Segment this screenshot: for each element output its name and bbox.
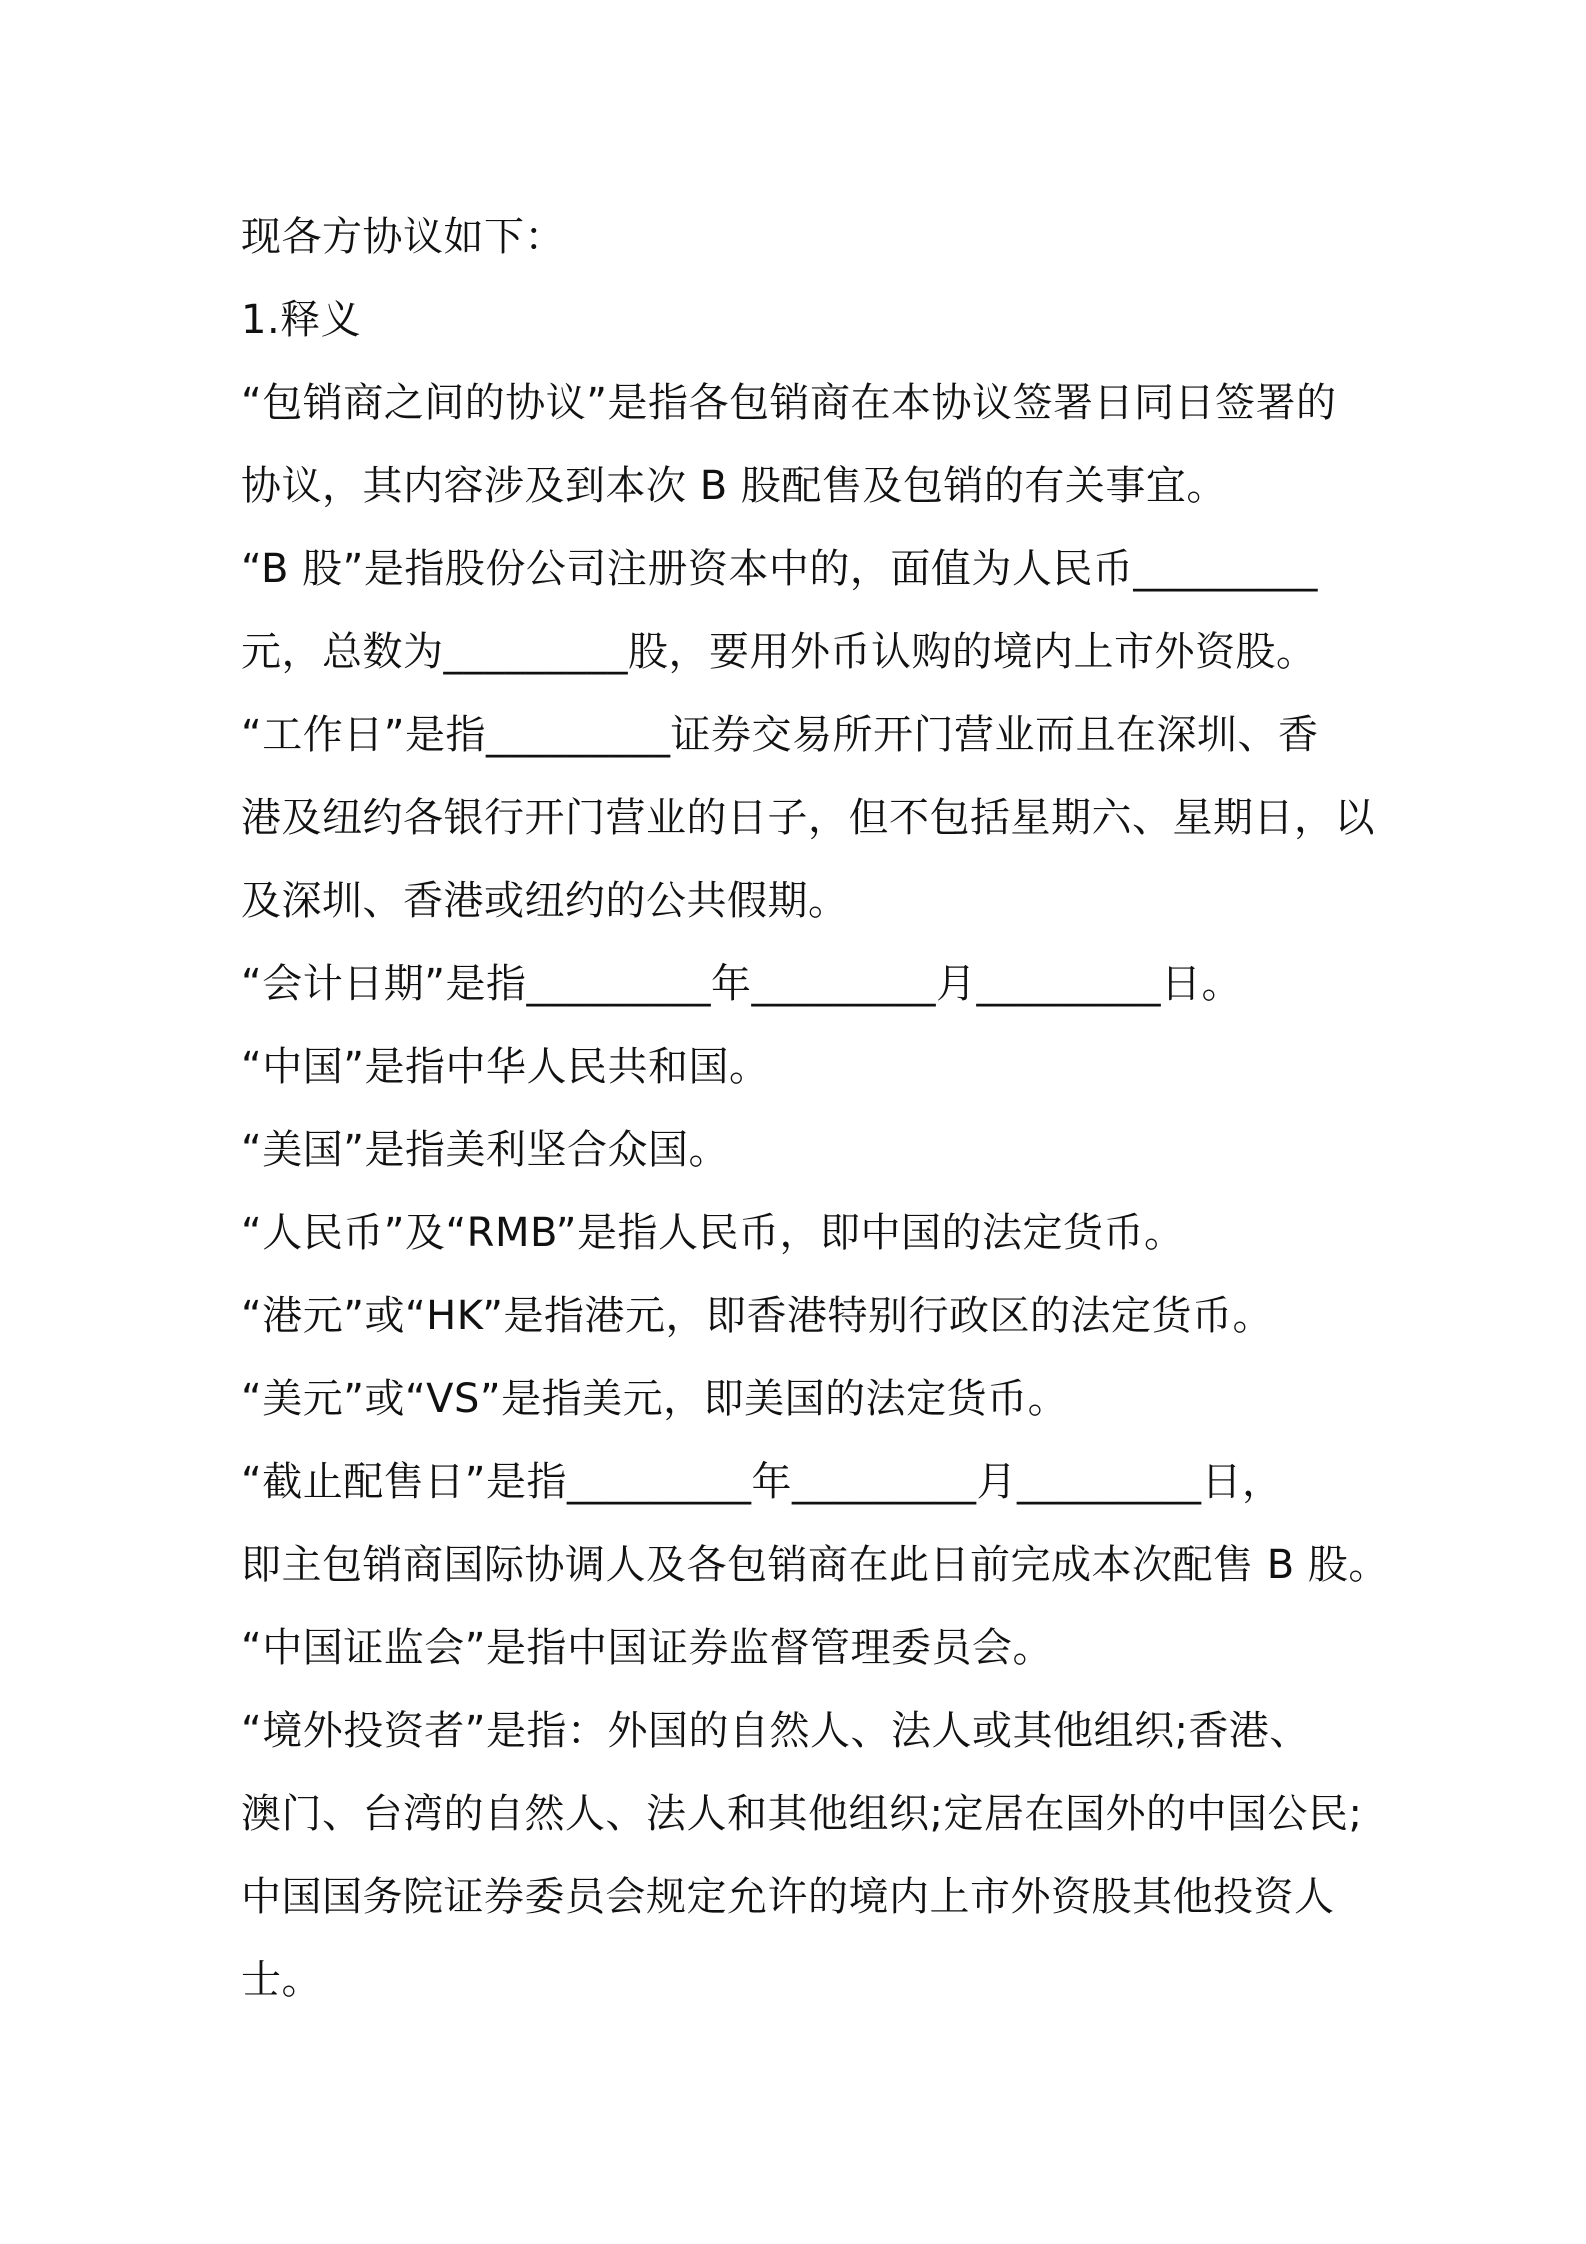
definition-line: “包销商之间的协议”是指各包销商在本协议签署日同日签署的	[241, 380, 1337, 426]
definition-line: “人民币”及“RMB”是指人民币，即中国的法定货币。	[241, 1210, 1185, 1256]
definition-line: 即主包销商国际协调人及各包销商在此日前完成本次配售 B 股。	[241, 1542, 1389, 1588]
definition-line: “B 股”是指股份公司注册资本中的，面值为人民币_________	[241, 546, 1318, 592]
definition-line: “截止配售日”是指_________年_________月_________日，	[241, 1459, 1283, 1505]
definition-line: 士。	[241, 1957, 322, 2003]
definition-line: 协议，其内容涉及到本次 B 股配售及包销的有关事宜。	[241, 463, 1227, 509]
definition-line: 中国国务院证券委员会规定允许的境内上市外资股其他投资人	[241, 1874, 1335, 1920]
definition-line: “港元”或“HK”是指港元，即香港特别行政区的法定货币。	[241, 1293, 1273, 1339]
definition-line: 及深圳、香港或纽约的公共假期。	[241, 878, 849, 924]
definition-line: “会计日期”是指_________年_________月_________日。	[241, 961, 1242, 1007]
definition-line: 港及纽约各银行开门营业的日子，但不包括星期六、星期日，以	[241, 795, 1375, 841]
definition-line: “美国”是指美利坚合众国。	[241, 1127, 729, 1173]
definition-line: “中国”是指中华人民共和国。	[241, 1044, 770, 1090]
section-heading: 1.释义	[241, 297, 362, 343]
definition-line: “境外投资者”是指：外国的自然人、法人或其他组织;香港、	[241, 1708, 1310, 1754]
definition-line: 澳门、台湾的自然人、法人和其他组织;定居在国外的中国公民;	[241, 1791, 1363, 1837]
definition-line: “美元”或“VS”是指美元，即美国的法定货币。	[241, 1376, 1069, 1422]
document-body	[241, 196, 1389, 2022]
definition-line: 元，总数为_________股，要用外币认购的境内上市外资股。	[241, 629, 1317, 675]
intro-line: 现各方协议如下：	[241, 214, 565, 260]
definition-line: “中国证监会”是指中国证券监督管理委员会。	[241, 1625, 1053, 1671]
definition-line: “工作日”是指_________证券交易所开门营业而且在深圳、香	[241, 712, 1319, 758]
